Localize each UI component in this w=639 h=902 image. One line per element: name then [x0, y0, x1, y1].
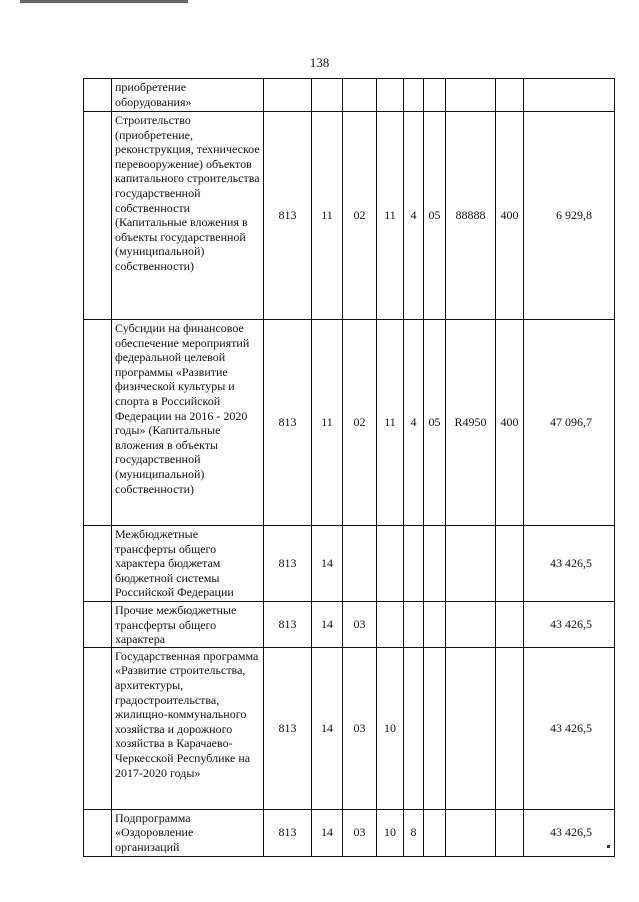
table-cell-sum: 43 426,5 [524, 809, 615, 856]
table-cell-subprogram: 4 [404, 112, 424, 320]
scan-edge-mark [20, 0, 188, 3]
table-cell-subsection: 03 [343, 809, 377, 856]
table-cell-subsection [343, 526, 377, 602]
page-number: 138 [309, 55, 330, 70]
table-cell-direction [446, 602, 496, 648]
table-cell-main-activity [424, 647, 446, 809]
table-row [84, 526, 615, 602]
table-row [84, 79, 615, 112]
table-cell-sum: 43 426,5 [524, 647, 615, 809]
table-cell-ved: 813 [264, 526, 312, 602]
table-cell-subprogram [404, 79, 424, 112]
table-cell-index [84, 526, 112, 602]
table-cell-name: Субсидии на финансовое обеспечение мероприятий федеральной целевой программы «Развитие физической культуры и спорта в Российской Федерации на 2016 - 2020 годы» (Капитальные вложения в объекты государственной (муниципальной) собственности) [112, 320, 264, 526]
table-cell-program: 10 [377, 809, 404, 856]
table-cell-expense-type [496, 602, 524, 648]
table-row [84, 112, 615, 320]
table-row [84, 647, 615, 809]
table-cell-main-activity: 05 [424, 112, 446, 320]
scan-speck [607, 845, 610, 848]
table-cell-name: Прочие межбюджетные трансферты общего характера [112, 602, 264, 648]
table-cell-sum: 47 096,7 [524, 320, 615, 526]
table-cell-direction [446, 526, 496, 602]
budget-table [83, 78, 615, 857]
table-cell-section: 11 [312, 320, 343, 526]
table-cell-subprogram: 4 [404, 320, 424, 526]
table-cell-expense-type: 400 [496, 112, 524, 320]
table-cell-direction: R4950 [446, 320, 496, 526]
table-cell-ved: 813 [264, 112, 312, 320]
table-cell-subprogram [404, 526, 424, 602]
table-cell-index [84, 79, 112, 112]
table-cell-expense-type [496, 809, 524, 856]
table-cell-direction [446, 809, 496, 856]
table-cell-program [377, 526, 404, 602]
table-cell-program [377, 602, 404, 648]
table-cell-main-activity: 05 [424, 320, 446, 526]
table-cell-subsection: 03 [343, 647, 377, 809]
table-cell-program: 11 [377, 320, 404, 526]
table-cell-program: 11 [377, 112, 404, 320]
table-cell-ved: 813 [264, 647, 312, 809]
table-cell-section: 14 [312, 602, 343, 648]
table-cell-ved [264, 79, 312, 112]
table-cell-section: 14 [312, 647, 343, 809]
table-cell-ved: 813 [264, 809, 312, 856]
table-cell-name: Подпрограмма «Оздоровление организаций [112, 809, 264, 856]
table-cell-index [84, 647, 112, 809]
table-cell-section: 14 [312, 809, 343, 856]
table-cell-name: приобретение оборудования» [112, 79, 264, 112]
table-cell-expense-type [496, 647, 524, 809]
table-cell-ved: 813 [264, 320, 312, 526]
table-cell-section [312, 79, 343, 112]
table-cell-main-activity [424, 602, 446, 648]
table-cell-main-activity [424, 809, 446, 856]
table-cell-index [84, 602, 112, 648]
table-cell-name: Строительство (приобретение, реконструкция, техническое перевооружение) объектов капитального строительства государственной собственности (Капитальные вложения в объекты государственной (муниципальной) собственности) [112, 112, 264, 320]
table-cell-subsection: 02 [343, 320, 377, 526]
table-cell-index [84, 809, 112, 856]
table-cell-name: Межбюджетные трансферты общего характера бюджетам бюджетной системы Российской Федерации [112, 526, 264, 602]
table-row [84, 320, 615, 526]
table-cell-ved: 813 [264, 602, 312, 648]
table-cell-sum: 43 426,5 [524, 526, 615, 602]
table-cell-program: 10 [377, 647, 404, 809]
table-cell-subprogram [404, 647, 424, 809]
table-cell-section: 11 [312, 112, 343, 320]
table-cell-index [84, 320, 112, 526]
table-cell-program [377, 79, 404, 112]
table-cell-index [84, 112, 112, 320]
table-cell-main-activity [424, 79, 446, 112]
table-row [84, 602, 615, 648]
table-cell-subsection [343, 79, 377, 112]
table-cell-subsection: 02 [343, 112, 377, 320]
table-cell-sum: 43 426,5 [524, 602, 615, 648]
table-cell-main-activity [424, 526, 446, 602]
table-cell-section: 14 [312, 526, 343, 602]
table-cell-subprogram [404, 602, 424, 648]
table-cell-sum: 6 929,8 [524, 112, 615, 320]
table-cell-expense-type [496, 79, 524, 112]
table-cell-direction [446, 79, 496, 112]
table-cell-expense-type [496, 526, 524, 602]
table-cell-name: Государственная программа «Развитие строительства, архитектуры, градостроительства, жилищно-коммунального хозяйства и дорожного хозяйства в Карачаево-Черкесской Республике на 2017-2020 годы» [112, 647, 264, 809]
table-cell-expense-type: 400 [496, 320, 524, 526]
table-row [84, 809, 615, 856]
table-cell-subsection: 03 [343, 602, 377, 648]
table-cell-direction: 88888 [446, 112, 496, 320]
table-cell-sum [524, 79, 615, 112]
table-cell-direction [446, 647, 496, 809]
table-cell-subprogram: 8 [404, 809, 424, 856]
